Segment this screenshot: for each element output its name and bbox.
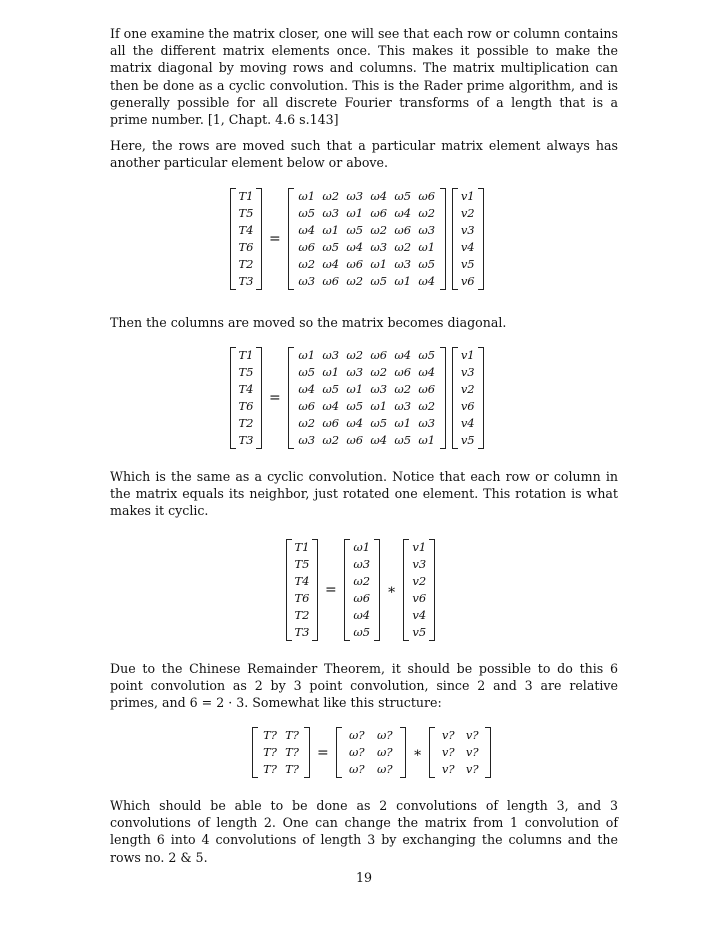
matrix-entry: v? [465,728,479,742]
matrix-entry: ω4 [418,274,436,288]
matrix-entry: ω5 [370,416,388,430]
matrix-entry: ω6 [394,365,412,379]
vector-entry: T5 [294,557,310,571]
vector-entry: T5 [238,365,254,379]
matrix-entry: ω2 [322,189,340,203]
matrix-entry: ω3 [322,348,340,362]
convolution-operator: ∗ [386,582,397,598]
paragraph-rows-moved: Here, the rows are moved such that a particular matrix element always has another particular element below or above. [110,138,618,171]
matrix-entry: ω6 [322,416,340,430]
matrix-entry: ω3 [370,382,388,396]
matrix-entry: ω4 [394,206,412,220]
vector-entry: ω6 [353,591,371,605]
matrix-entry: ω1 [370,257,388,271]
matrix-entry: ω2 [298,257,316,271]
matrix-entry: ω1 [346,206,364,220]
vector-entry: v1 [460,189,475,203]
matrix-entry: ω6 [346,433,364,447]
matrix-entry: ω5 [298,365,316,379]
matrix-entry: ω4 [394,348,412,362]
vector-entry: v2 [460,206,475,220]
equals-sign: = [317,744,329,761]
matrix-entry: ω3 [298,433,316,447]
matrix-entry: v? [441,745,455,759]
vector-entry: T1 [238,189,254,203]
vector-entry: v2 [460,382,475,396]
equals-sign: = [269,390,281,406]
matrix-entry: ω1 [322,365,340,379]
paragraph-cyclic-convolution: Which is the same as a cyclic convolution. Notice that each row or column in the matrix equals its neighbor, just rotated one element. This rotation is what makes it cyclic. [110,469,618,519]
vector-entry: ω3 [353,557,371,571]
matrix-entry: v? [465,745,479,759]
matrix-entry: ω3 [394,399,412,413]
vector-entry: T5 [238,206,254,220]
matrix-entry: ω1 [298,189,316,203]
page-number: 19 [355,870,373,885]
matrix-entry: ω5 [418,257,436,271]
matrix-entry: ω5 [346,399,364,413]
vector-entry: v5 [460,257,475,271]
vector-entry: T3 [238,433,254,447]
paragraph-length-3-convolutions: Which should be able to be done as 2 convolutions of length 3, and 3 convolutions of length 2. One can change the matrix from 1 convolution of length 6 into 4 convolutions of length 3 by exchanging the columns and the rows no. 2 & 5. [110,798,618,865]
matrix-entry: ω2 [394,382,412,396]
paragraph-chinese-remainder: Due to the Chinese Remainder Theorem, it should be possible to do this 6 point convolution as 2 by 3 point convolution, since 2 and 3 are relative primes, and 6 = 2 · 3. Somewhat like this structure: [110,661,618,711]
lhs-vector [230,188,262,290]
matrix-entry: ω4 [322,257,340,271]
matrix-entry: ω3 [394,257,412,271]
matrix-entry: ω2 [418,399,436,413]
matrix-entry: ω5 [418,348,436,362]
vector-entry: ω4 [353,608,371,622]
matrix-entry: T? [285,728,299,742]
matrix-entry: ω4 [346,240,364,254]
equals-sign: = [325,582,337,598]
matrix-entry: ω? [348,762,365,776]
matrix-entry: ω2 [346,348,364,362]
matrix-entry: ω5 [322,382,340,396]
equation-rows-permuted [230,188,484,290]
matrix-entry: ω5 [394,189,412,203]
vector-entry: T2 [294,608,310,622]
matrix-entry: T? [263,762,277,776]
matrix-entry: ω4 [370,433,388,447]
matrix-entry: ω3 [298,274,316,288]
matrix-entry: ω4 [370,189,388,203]
matrix-entry: ω5 [322,240,340,254]
vector-entry: T6 [238,399,254,413]
matrix-entry: v? [441,728,455,742]
equation-cyclic-convolution [286,539,435,641]
vector-entry: v4 [412,608,427,622]
vector-entry: v4 [460,416,475,430]
lhs-vector [286,539,318,641]
vector-entry: v1 [412,540,427,554]
matrix-entry: T? [263,728,277,742]
matrix-entry: ω4 [298,382,316,396]
matrix-entry: ω1 [394,274,412,288]
matrix-entry: ω2 [370,223,388,237]
dft-matrix [288,188,446,290]
matrix-entry: ω2 [346,274,364,288]
matrix-entry: ω3 [346,189,364,203]
matrix-entry: ω? [348,745,365,759]
matrix-entry: ω1 [298,348,316,362]
matrix-entry: ω3 [418,223,436,237]
vector-entry: v5 [460,433,475,447]
matrix-entry: ω6 [298,240,316,254]
matrix-entry: ω? [348,728,365,742]
vector-entry: T6 [238,240,254,254]
vector-entry: ω2 [353,574,371,588]
vector-entry: T3 [294,625,310,639]
matrix-entry: ω4 [346,416,364,430]
matrix-entry: ω4 [418,365,436,379]
vector-entry: T4 [294,574,310,588]
matrix-entry: ω2 [298,416,316,430]
matrix-entry: ω6 [394,223,412,237]
matrix-entry: T? [263,745,277,759]
matrix-entry: ω1 [346,382,364,396]
vector-entry: T1 [294,540,310,554]
matrix-entry: ω? [376,728,393,742]
matrix-entry: v? [465,762,479,776]
matrix-entry: ω4 [298,223,316,237]
paragraph-columns-moved: Then the columns are moved so the matrix becomes diagonal. [110,315,507,330]
vector-entry: ω1 [353,540,371,554]
vector-entry: v4 [460,240,475,254]
matrix-entry: ω6 [370,348,388,362]
vector-entry: T4 [238,382,254,396]
equals-sign: = [269,231,281,247]
matrix-entry: ω6 [346,257,364,271]
vector-entry: v6 [412,591,427,605]
matrix-entry: ω6 [370,206,388,220]
lhs-vector [230,347,262,449]
vector-entry: T2 [238,416,254,430]
matrix-entry: ω1 [418,240,436,254]
matrix-entry: ω6 [322,274,340,288]
matrix-entry: ω1 [394,416,412,430]
vector-entry: v3 [460,223,475,237]
matrix-entry: ω1 [322,223,340,237]
matrix-entry: ω1 [418,433,436,447]
matrix-entry: T? [285,745,299,759]
matrix-entry: ω? [376,745,393,759]
matrix-entry: ω5 [298,206,316,220]
vector-entry: v3 [460,365,475,379]
vector-entry: v5 [412,625,427,639]
vector-entry: T1 [238,348,254,362]
input-matrix [429,727,491,778]
matrix-entry: ω? [376,762,393,776]
matrix-entry: ω5 [370,274,388,288]
matrix-entry: ω1 [370,399,388,413]
omega-vector [344,539,380,641]
vector-entry: T6 [294,591,310,605]
vector-entry: v6 [460,399,475,413]
vector-entry: T2 [238,257,254,271]
matrix-entry: ω3 [346,365,364,379]
matrix-entry: T? [285,762,299,776]
vector-entry: v2 [412,574,427,588]
matrix-entry: ω6 [298,399,316,413]
cyclic-matrix [288,347,446,449]
matrix-entry: ω3 [370,240,388,254]
matrix-entry: ω6 [418,189,436,203]
vector-entry: v6 [460,274,475,288]
vector-entry: T4 [238,223,254,237]
vector-entry: v3 [412,557,427,571]
matrix-entry: ω4 [322,399,340,413]
matrix-entry: ω3 [322,206,340,220]
equation-columns-permuted [230,347,484,449]
matrix-entry: ω2 [394,240,412,254]
lhs-matrix [252,727,310,778]
matrix-entry: ω2 [418,206,436,220]
matrix-entry: ω6 [418,382,436,396]
input-vector [452,188,484,290]
vector-entry: T3 [238,274,254,288]
matrix-entry: ω3 [418,416,436,430]
vector-entry: ω5 [353,625,371,639]
input-vector [403,539,435,641]
paragraph-rader-intro: If one examine the matrix closer, one will see that each row or column contains all the different matrix elements once. This makes it possible to make the matrix diagonal by moving rows and columns. The matrix multiplication can then be done as a cyclic convolution. This is the Rader prime algorithm, and is generally possible for all discrete Fourier transforms of a length that is a prime number. [1, Chapt. 4.6 s.143] [110,26,618,128]
matrix-entry: v? [441,762,455,776]
matrix-entry: ω2 [370,365,388,379]
matrix-entry: ω2 [322,433,340,447]
convolution-operator: ∗ [412,744,423,761]
matrix-entry: ω5 [346,223,364,237]
omega-matrix [336,727,406,778]
input-vector [452,347,484,449]
equation-2x3-structure [252,727,491,778]
matrix-entry: ω5 [394,433,412,447]
vector-entry: v1 [460,348,475,362]
